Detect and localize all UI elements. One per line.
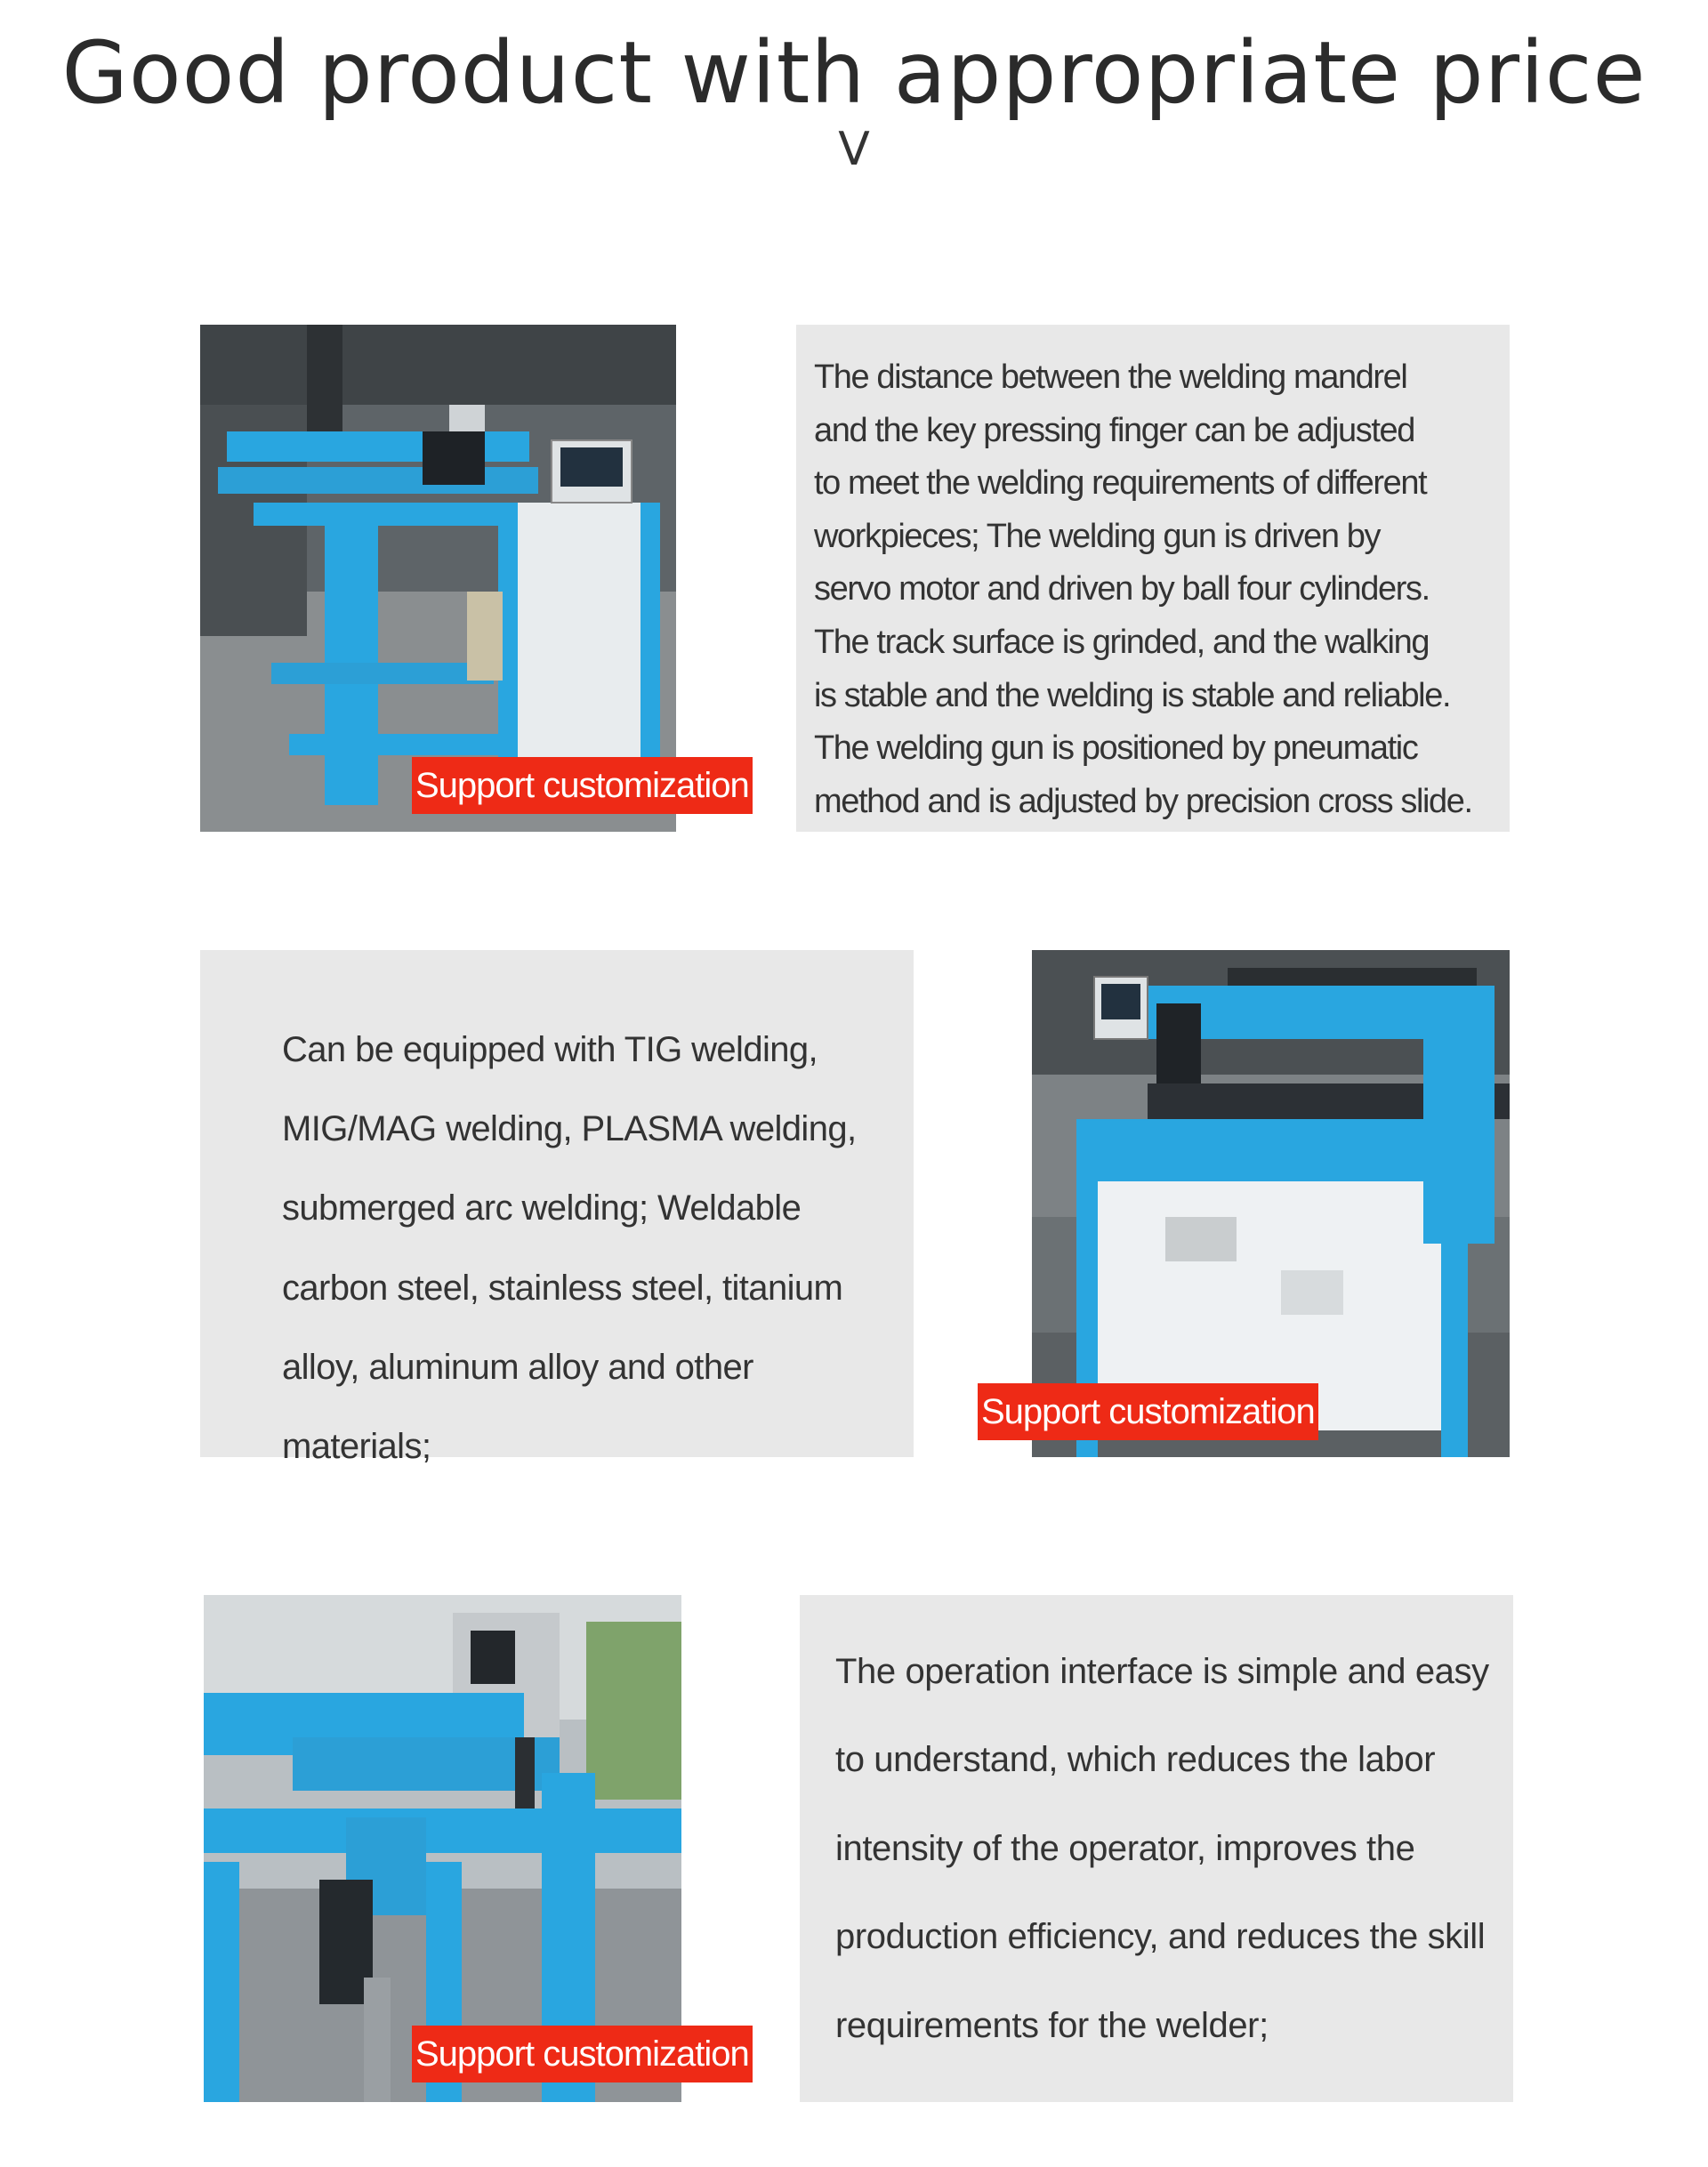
page-title: Good product with appropriate price [61,23,1647,123]
feature-text-panel-1 [796,325,1510,832]
feature-line: requirements for the welder; [835,2005,1269,2045]
support-customization-badge: Support customization [412,757,753,814]
product-photo-bench-welder [1032,950,1510,1457]
feature-line: alloy, aluminum alloy and other [282,1347,753,1387]
feature-line: Can be equipped with TIG welding, [282,1030,818,1069]
feature-text-panel-3 [800,1595,1513,2102]
feature-line: and the key pressing finger can be adjusted [814,411,1414,449]
product-photo-seam-welder [200,325,676,832]
feature-line: is stable and the welding is stable and reliable. [814,676,1451,714]
feature-line: materials; [282,1427,431,1467]
feature-line: to understand, which reduces the labor [835,1740,1436,1780]
feature-text-panel-2 [200,950,914,1467]
support-customization-badge: Support customization [412,2026,753,2082]
feature-line: The welding gun is positioned by pneumatic [814,729,1418,768]
feature-line: to meet the welding requirements of different [814,464,1427,503]
feature-line: method and is adjusted by precision cross slide. [814,782,1472,820]
feature-line: servo motor and driven by ball four cylinders. [814,570,1430,608]
feature-line: intensity of the operator, improves the [835,1828,1415,1868]
support-customization-badge: Support customization [978,1383,1318,1440]
feature-line: submerged arc welding; Weldable [282,1188,802,1229]
feature-line: The track surface is grinded, and the walking [814,623,1430,661]
feature-line: carbon steel, stainless steel, titanium [282,1268,843,1308]
chevron-down-icon: V [838,123,870,176]
feature-line: The distance between the welding mandrel [814,358,1407,396]
feature-line: workpieces; The welding gun is driven by [814,517,1381,555]
feature-line: The operation interface is simple and easy [835,1652,1489,1691]
feature-line: production efficiency, and reduces the skill [835,1917,1486,1957]
feature-line: MIG/MAG welding, PLASMA welding, [282,1109,857,1149]
